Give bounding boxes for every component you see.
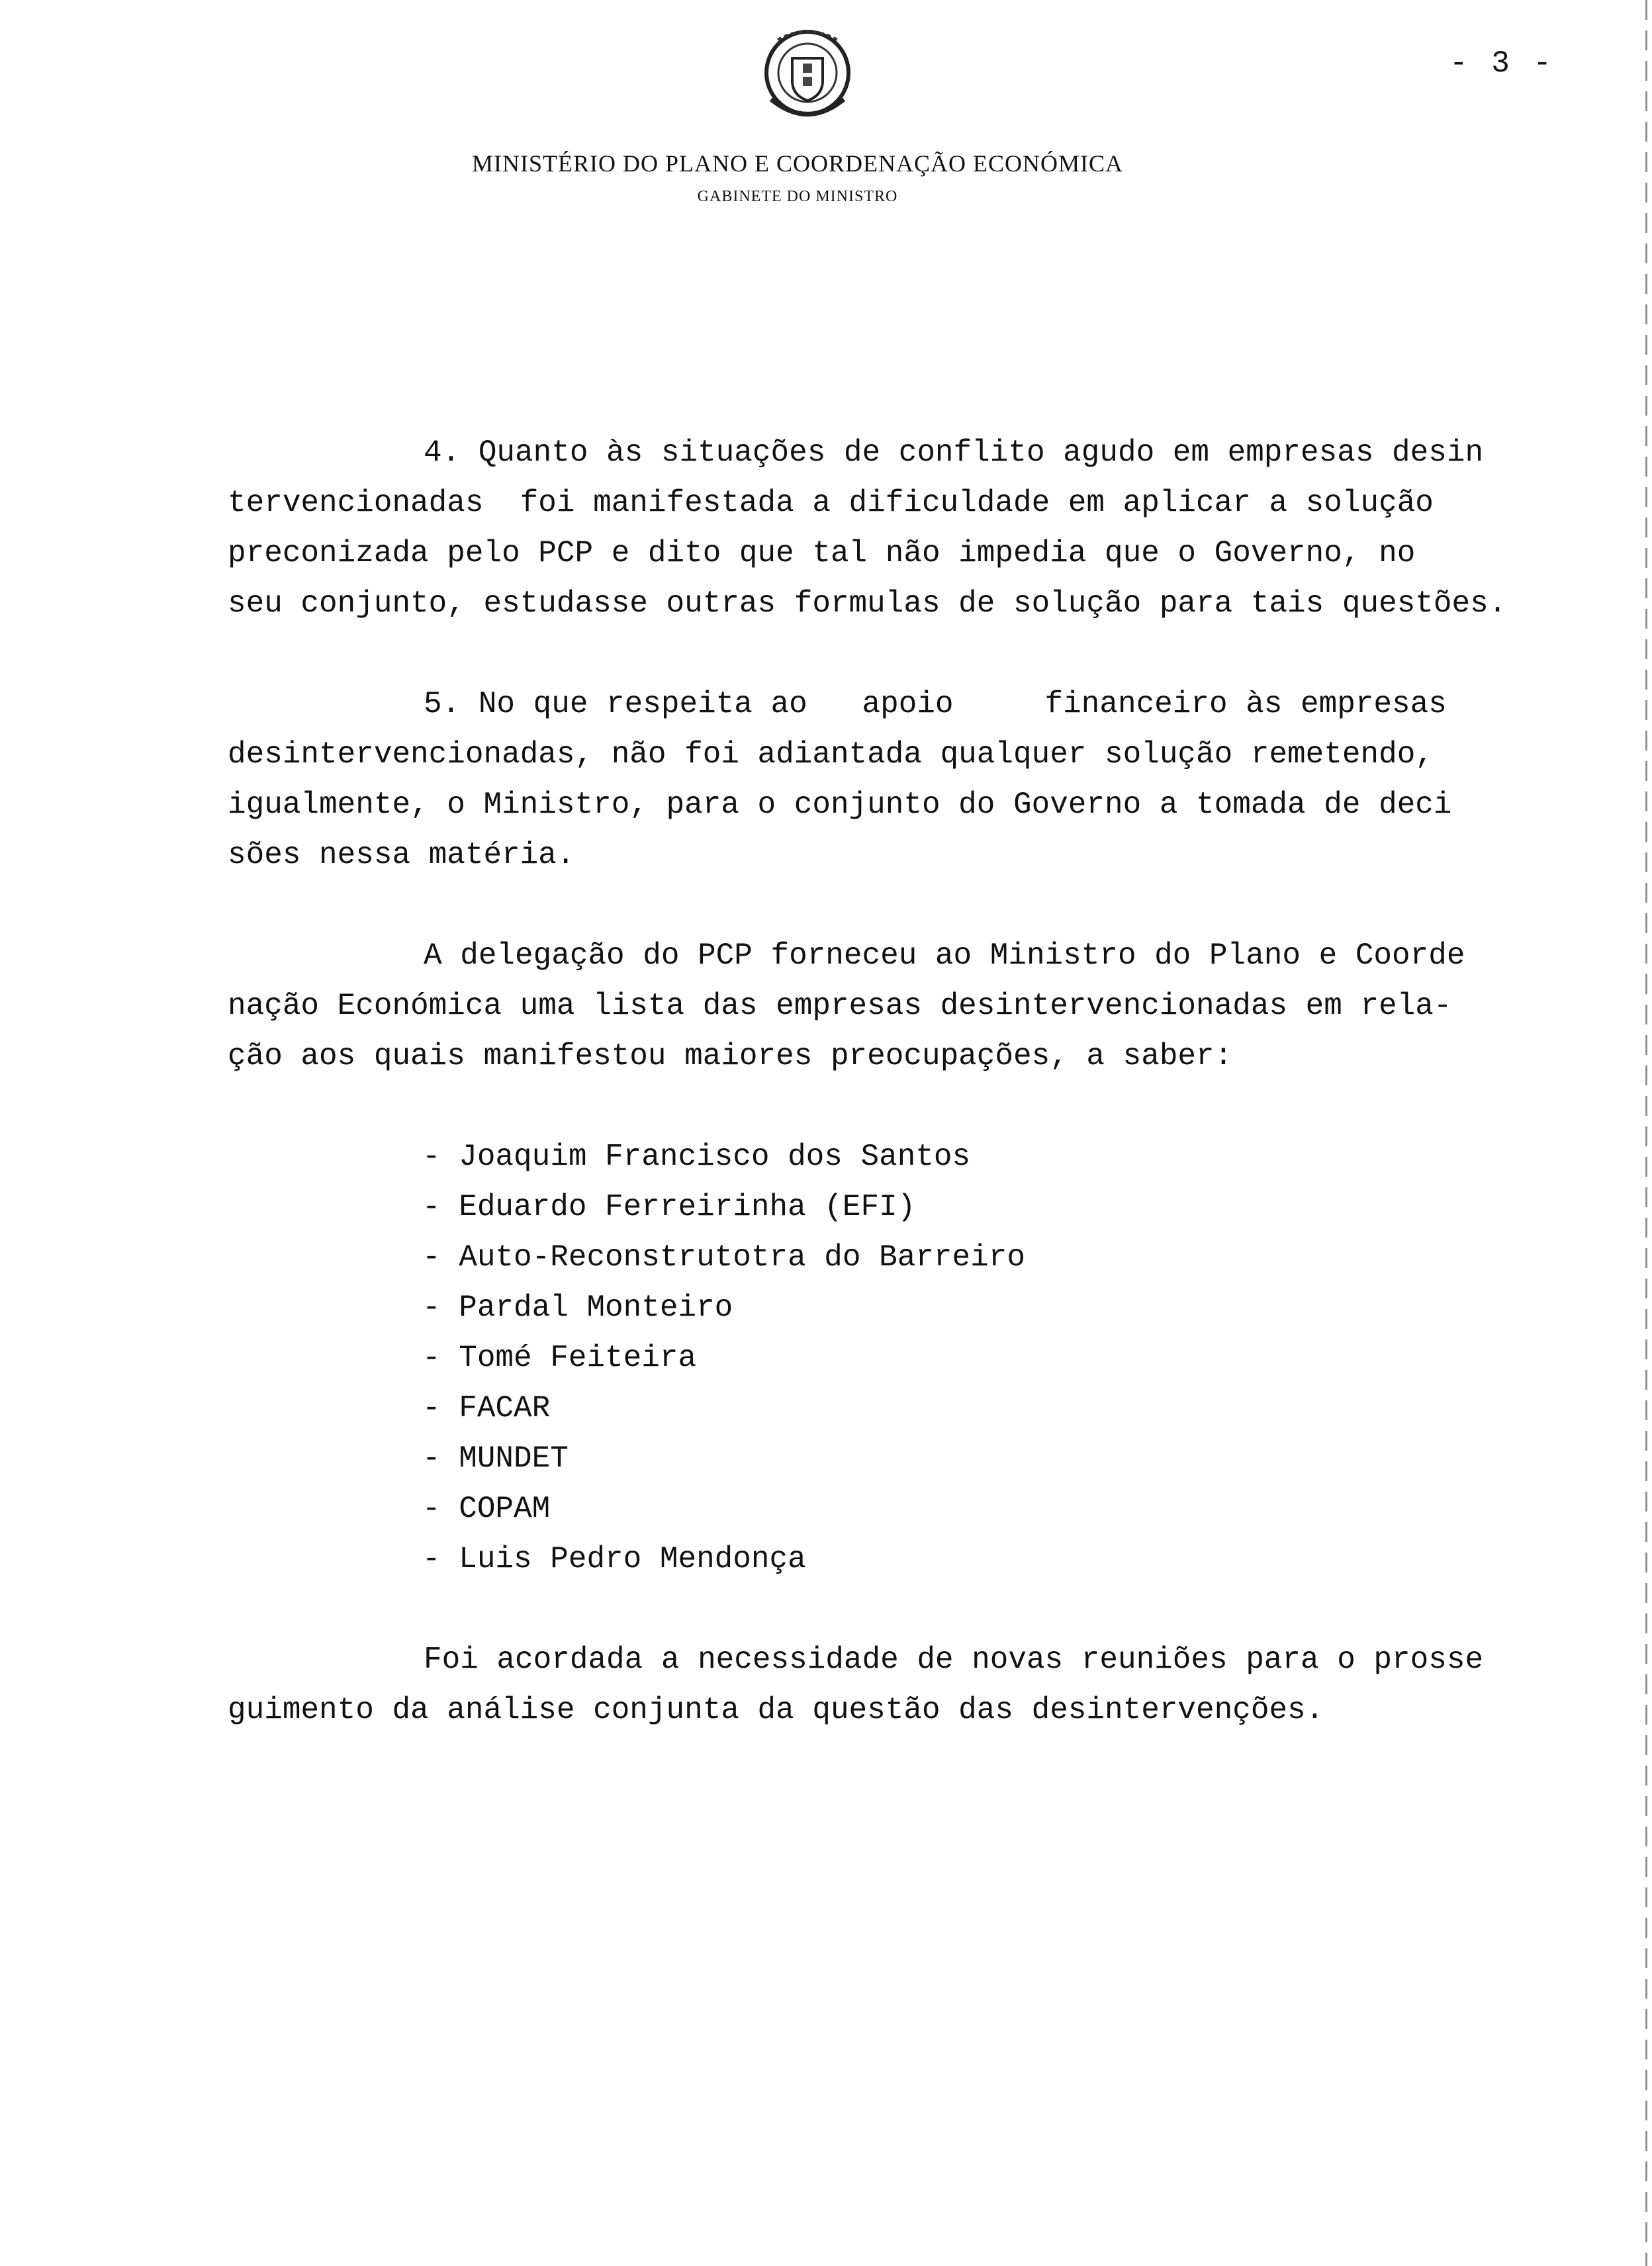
paragraph-6-line: ção aos quais manifestou maiores preocupações, a saber: <box>228 1039 1233 1073</box>
company-list-item: - Auto-Reconstrutotra do Barreiro <box>422 1240 1025 1275</box>
company-list-item: - Joaquim Francisco dos Santos <box>422 1140 971 1174</box>
paragraph-7-line: Foi acordada a necessidade de novas reuniões para o prosse <box>424 1643 1484 1677</box>
paragraph-6-line: A delegação do PCP forneceu ao Ministro do Plano e Coorde <box>424 938 1465 973</box>
company-list-item: - Pardal Monteiro <box>422 1291 733 1325</box>
ministry-title: MINISTÉRIO DO PLANO E COORDENAÇÃO ECONÓMICA <box>472 150 1123 177</box>
paragraph-6-line: nação Económica uma lista das empresas desintervencionadas em rela- <box>228 989 1452 1023</box>
company-list-item: - MUNDET <box>422 1441 569 1476</box>
page-edge-mark <box>1645 0 1647 2266</box>
company-list-item: - COPAM <box>422 1492 551 1526</box>
coat-of-arms-icon <box>751 20 864 132</box>
paragraph-4-line: preconizada pelo PCP e dito que tal não impedia que o Governo, no <box>228 536 1416 570</box>
paragraph-5-line: 5. No que respeita ao apoio financeiro às empresas <box>424 687 1447 721</box>
paragraph-4-line: 4. Quanto às situações de conflito agudo em empresas desin <box>424 435 1484 470</box>
company-list-item: - Tomé Feiteira <box>422 1341 697 1375</box>
company-list-item: - Luis Pedro Mendonça <box>422 1542 806 1576</box>
page-number: - 3 - <box>1449 46 1555 81</box>
company-list-item: - FACAR <box>422 1391 551 1426</box>
paragraph-4-line: seu conjunto, estudasse outras formulas de solução para tais questões. <box>228 586 1507 621</box>
paragraph-5-line: igualmente, o Ministro, para o conjunto do Governo a tomada de deci <box>228 788 1452 822</box>
paragraph-4-line: tervencionadas foi manifestada a dificuldade em aplicar a solução <box>228 486 1434 520</box>
paragraph-5-line: desintervencionadas, não foi adiantada qualquer solução remetendo, <box>228 737 1434 772</box>
paragraph-7-line: guimento da análise conjunta da questão das desintervenções. <box>228 1693 1324 1727</box>
cabinet-subtitle: GABINETE DO MINISTRO <box>697 188 898 205</box>
company-list-item: - Eduardo Ferreirinha (EFI) <box>422 1190 916 1224</box>
paragraph-5-line: sões nessa matéria. <box>228 838 575 872</box>
